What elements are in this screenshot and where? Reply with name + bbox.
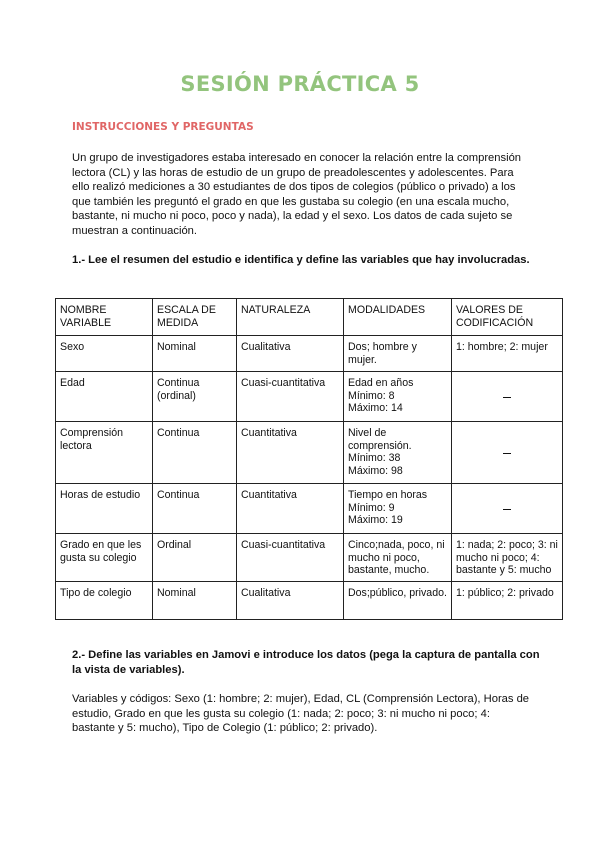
header-cell: MODALIDADES — [344, 299, 452, 336]
modality-line: Dos; hombre y mujer. — [348, 341, 417, 366]
header-cell: NOMBRE VARIABLE — [56, 299, 153, 336]
cell-modalities — [344, 582, 452, 620]
cell-coding: 1: nada; 2: poco; 3: ni mucho ni poco; 4: bastante y 5: mucho — [452, 534, 563, 582]
cell-name: Tipo de colegio — [56, 582, 153, 620]
table-row — [56, 534, 563, 582]
cell-name: Edad — [56, 372, 153, 422]
table-row — [56, 484, 563, 534]
modality-line: Mínimo: 9 — [348, 501, 395, 514]
section-heading: INSTRUCCIONES Y PREGUNTAS — [72, 121, 254, 133]
question-2: 2.- Define las variables en Jamovi e introduce los datos (pega la captura de pantalla con la vista de variables). — [72, 649, 540, 676]
cell-name: Grado en que les gusta su colegio — [56, 534, 153, 582]
cell-nature: Cuantitativa — [237, 484, 344, 534]
cell-name: Comprensión lectora — [56, 422, 153, 484]
header-cell: NATURALEZA — [237, 299, 344, 336]
question-1: 1.- Lee el resumen del estudio e identifica y define las variables que hay involucradas. — [72, 254, 530, 266]
cell-scale: Ordinal — [153, 534, 237, 582]
modality-line: Dos;público, privado. — [348, 587, 447, 599]
table-row — [56, 422, 563, 484]
cell-nature: Cuantitativa — [237, 422, 344, 484]
cell-scale: Nominal — [153, 336, 237, 372]
modality-line: Tiempo en horas — [348, 489, 428, 501]
header-cell: ESCALA DE MEDIDA — [153, 299, 237, 336]
cell-modalities — [344, 336, 452, 372]
cell-modalities — [344, 422, 452, 484]
dash-mark — [503, 509, 511, 510]
cell-name: Horas de estudio — [56, 484, 153, 534]
table-header-row — [56, 299, 563, 336]
modality-line: Máximo: 14 — [348, 402, 403, 415]
cell-scale: Continua (ordinal) — [153, 372, 237, 422]
table-row — [56, 582, 563, 620]
cell-coding-empty — [452, 484, 563, 534]
modality-line: Mínimo: 38 — [348, 452, 401, 465]
cell-nature: Cuasi-cuantitativa — [237, 534, 344, 582]
cell-nature: Cualitativa — [237, 336, 344, 372]
modality-line: Máximo: 98 — [348, 464, 403, 477]
cell-scale: Continua — [153, 422, 237, 484]
table-row — [56, 336, 563, 372]
cell-coding-empty — [452, 422, 563, 484]
intro-paragraph: Un grupo de investigadores estaba interesado en conocer la relación entre la comprensión lectora (CL) y las horas de estudio de un grupo de preadolescentes y adolescentes. Para ello realizó mediciones a 30 estudiantes de dos tipos de colegios (público o privado) a los que también les preguntó el grado en que les gustaba su colegio (en una escala mucho, bastante, ni mucho ni poco, poco y nada), la edad y el sexo. Los datos de cada sujeto se muestran a continuación. — [72, 152, 522, 237]
cell-name: Sexo — [56, 336, 153, 372]
modality-line: Edad en años — [348, 377, 414, 389]
cell-modalities — [344, 534, 452, 582]
cell-scale: Nominal — [153, 582, 237, 620]
cell-modalities — [344, 484, 452, 534]
modality-line: Cinco;nada, poco, ni mucho ni poco, bastante, mucho. — [348, 539, 445, 577]
dash-mark — [503, 397, 511, 398]
cell-modalities — [344, 372, 452, 422]
page-title: SESIÓN PRÁCTICA 5 — [180, 72, 420, 96]
cell-nature: Cuasi-cuantitativa — [237, 372, 344, 422]
table-row — [56, 372, 563, 422]
cell-coding: 1: público; 2: privado — [452, 582, 563, 620]
variables-table — [55, 298, 563, 620]
header-cell: VALORES DE CODIFICACIÓN — [452, 299, 563, 336]
cell-coding-empty — [452, 372, 563, 422]
dash-mark — [503, 453, 511, 454]
modality-line: Mínimo: 8 — [348, 389, 395, 402]
cell-coding: 1: hombre; 2: mujer — [452, 336, 563, 372]
cell-nature: Cualitativa — [237, 582, 344, 620]
variables-paragraph: Variables y códigos: Sexo (1: hombre; 2: mujer), Edad, CL (Comprensión Lectora), Horas de estudio, Grado en que les gusta su colegio (1: nada; 2: poco; 3: ni mucho ni poco; 4: bastante y 5: mucho), Tipo de Colegio (1: público; 2: privado). — [72, 693, 530, 735]
modality-line: Máximo: 19 — [348, 514, 403, 527]
modality-line: Nivel de comprensión. — [348, 427, 412, 452]
cell-scale: Continua — [153, 484, 237, 534]
